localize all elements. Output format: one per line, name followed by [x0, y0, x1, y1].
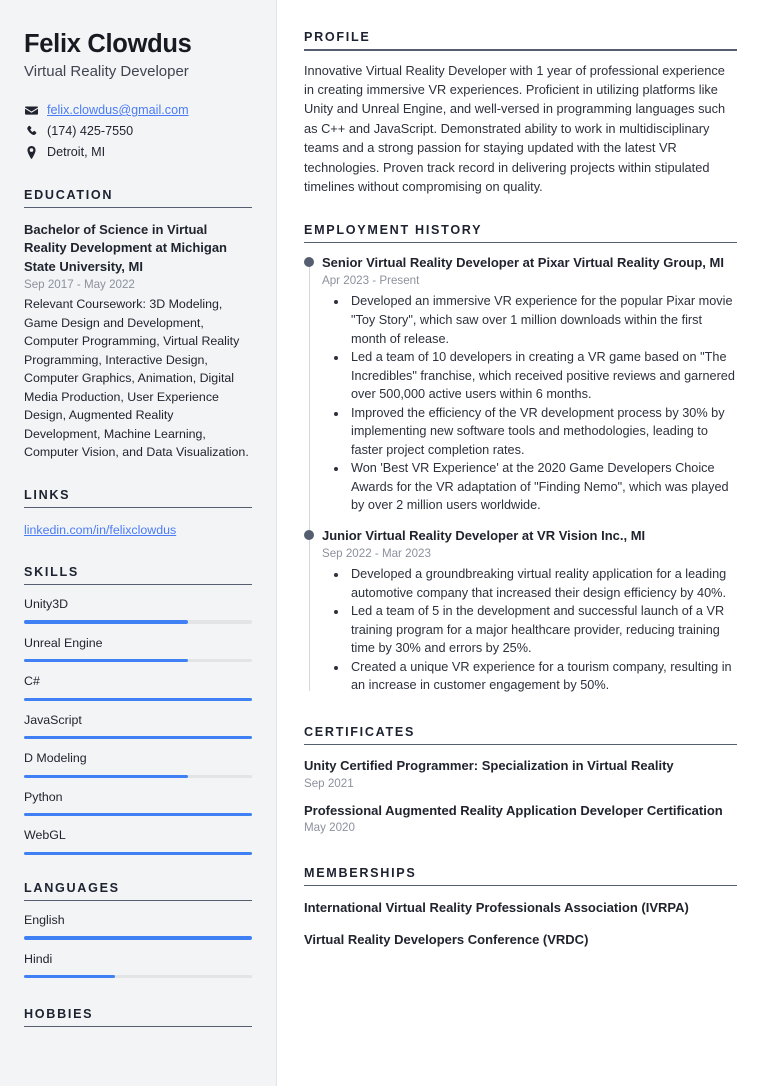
- employment-bullet: • Led a team of 10 developers in creating a VR game based on "The Incredibles" franchise, which received positive reviews and garnered over 500,000 active users within 6 months.: [348, 348, 737, 404]
- employment-item: [322, 527, 737, 695]
- section-links: [24, 488, 252, 539]
- language-item: [24, 951, 252, 979]
- employment-heading: EMPLOYMENT HISTORY: [304, 222, 483, 237]
- section-skills: [24, 565, 252, 855]
- language-bar-track: [24, 936, 252, 939]
- name-block: [24, 30, 252, 81]
- membership-item: International Virtual Reality Professionals Association (IVRPA): [304, 900, 689, 916]
- timeline-dot-icon: [304, 257, 314, 267]
- skill-label: Python: [24, 789, 63, 804]
- profile-rule: [304, 49, 737, 51]
- skill-item: [24, 712, 252, 740]
- email-link[interactable]: felix.clowdus@gmail.com: [47, 103, 189, 118]
- employment-date: Apr 2023 - Present: [322, 274, 420, 288]
- certificate-date: Sep 2021: [304, 776, 354, 790]
- skill-bar-fill: [24, 620, 188, 623]
- section-certificates: [304, 725, 737, 834]
- section-hobbies: [24, 1007, 252, 1027]
- hobbies-rule: [24, 1026, 252, 1027]
- education-degree: Bachelor of Science in Virtual Reality Development at Michigan State University, MI: [24, 221, 227, 274]
- employment-title: Senior Virtual Reality Developer at Pixar Virtual Reality Group, MI: [322, 255, 724, 271]
- skill-item: [24, 635, 252, 663]
- skill-bar-fill: [24, 659, 188, 662]
- section-education: [24, 188, 252, 462]
- contact-list: [24, 101, 252, 162]
- language-label: Hindi: [24, 951, 53, 966]
- education-date: Sep 2017 - May 2022: [24, 278, 135, 292]
- language-bar-fill: [24, 975, 115, 978]
- contact-location: [24, 143, 252, 161]
- employment-title: Junior Virtual Reality Developer at VR Vision Inc., MI: [322, 527, 646, 543]
- link-item[interactable]: [24, 521, 252, 539]
- skill-item: [24, 673, 252, 701]
- languages-rule: [24, 900, 252, 901]
- education-heading: EDUCATION: [24, 187, 114, 202]
- education-rule: [24, 207, 252, 208]
- skills-heading: SKILLS: [24, 564, 79, 579]
- memberships-heading: MEMBERSHIPS: [304, 865, 417, 880]
- skill-bar-track: [24, 698, 252, 701]
- skill-item: [24, 596, 252, 624]
- employment-date: Sep 2022 - Mar 2023: [322, 547, 431, 561]
- skill-bar-track: [24, 736, 252, 739]
- skill-bar-fill: [24, 736, 252, 739]
- skill-bar-track: [24, 813, 252, 816]
- timeline-dot-icon: [304, 530, 314, 540]
- employment-bullet: • Improved the efficiency of the VR development process by 30% by implementing new software tools and methodologies, leading to faster project completion rates.: [348, 404, 737, 460]
- section-profile: [304, 30, 737, 197]
- employment-bullets: [322, 292, 737, 514]
- links-rule: [24, 507, 252, 508]
- skill-bar-track: [24, 620, 252, 623]
- employment-bullet: • Developed an immersive VR experience for the popular Pixar movie "Toy Story", which saw over 1 million downloads within the first month of release.: [348, 292, 737, 348]
- skill-bar-fill: [24, 698, 252, 701]
- linkedin-link[interactable]: linkedin.com/in/felixclowdus: [24, 522, 177, 537]
- hobbies-heading: HOBBIES: [24, 1007, 94, 1022]
- contact-phone: [24, 122, 252, 140]
- skill-label: D Modeling: [24, 751, 87, 766]
- skill-label: JavaScript: [24, 712, 82, 727]
- skills-list: [24, 596, 252, 855]
- phone-text: (174) 425-7550: [47, 124, 134, 139]
- sidebar: [0, 0, 277, 1086]
- skill-label: C#: [24, 674, 40, 689]
- certificate-title: Professional Augmented Reality Application Developer Certification: [304, 802, 723, 818]
- map-pin-icon: [24, 146, 38, 159]
- skill-bar-track: [24, 852, 252, 855]
- candidate-name: Felix Clowdus: [24, 30, 192, 58]
- employment-rule: [304, 242, 737, 244]
- candidate-job-title: Virtual Reality Developer: [24, 62, 189, 80]
- profile-text: Innovative Virtual Reality Developer with 1 year of professional experience in creating immersive VR experiences. Proficient in utilizing platforms like Unity and Unreal Engine, and well-versed in programming languages such as C++ and JavaScript. Demonstrated ability to work in multidisciplinary teams and a strong passion for staying updated with the latest VR technologies. Proven track record in delivering projects within stipulated timelines without compromising on quality.: [304, 62, 726, 195]
- contact-email[interactable]: [24, 101, 252, 119]
- skill-item: [24, 827, 252, 855]
- certificates-rule: [304, 744, 737, 746]
- skill-bar-fill: [24, 813, 252, 816]
- envelope-icon: [24, 104, 38, 117]
- section-employment: [304, 223, 737, 695]
- skills-rule: [24, 584, 252, 585]
- skill-bar-track: [24, 659, 252, 662]
- skill-label: WebGL: [24, 828, 66, 843]
- certificates-list: [304, 757, 737, 833]
- memberships-rule: [304, 885, 737, 887]
- employment-bullet: • Created a unique VR experience for a tourism company, resulting in an increase in customer engagement by 50%.: [348, 658, 737, 695]
- links-heading: LINKS: [24, 487, 71, 502]
- memberships-list: [304, 899, 737, 948]
- language-item: [24, 912, 252, 940]
- skill-label: Unity3D: [24, 597, 69, 612]
- membership-item: Virtual Reality Developers Conference (VRDC): [304, 931, 589, 947]
- location-text: Detroit, MI: [47, 145, 106, 160]
- education-item: [24, 221, 252, 462]
- certificate-title: Unity Certified Programmer: Specialization in Virtual Reality: [304, 758, 674, 774]
- skill-label: Unreal Engine: [24, 635, 103, 650]
- languages-list: [24, 912, 252, 978]
- section-memberships: [304, 866, 737, 949]
- skill-item: [24, 789, 252, 817]
- certificates-heading: CERTIFICATES: [304, 724, 416, 739]
- skill-bar-track: [24, 775, 252, 778]
- skill-bar-fill: [24, 775, 188, 778]
- employment-bullets: [322, 565, 737, 695]
- employment-bullet: • Led a team of 5 in the development and successful launch of a VR training program for a major healthcare provider, reducing training time by 30% and errors by 25%.: [348, 602, 737, 658]
- certificate-item: [304, 802, 737, 834]
- skill-item: [24, 750, 252, 778]
- employment-bullet: • Won 'Best VR Experience' at the 2020 Game Developers Choice Awards for the VR adaptation of "Finding Nemo", which was played by over 2 million users worldwide.: [348, 459, 737, 515]
- education-description: Relevant Coursework: 3D Modeling, Game Design and Development, Computer Programming, Virtual Reality Programming, Interactive Design, Computer Graphics, Animation, Digital Media Production, User Experience Design, Augmented Reality Development, Machine Learning, Computer Vision, and Data Visualization.: [24, 297, 249, 460]
- certificate-date: May 2020: [304, 820, 355, 834]
- employment-item: [322, 254, 737, 515]
- language-bar-fill: [24, 936, 252, 939]
- section-languages: [24, 881, 252, 978]
- phone-icon: [24, 125, 38, 138]
- main-column: [277, 0, 768, 1086]
- skill-bar-fill: [24, 852, 252, 855]
- employment-timeline: [304, 254, 737, 695]
- profile-heading: PROFILE: [304, 30, 371, 44]
- employment-bullet: • Developed a groundbreaking virtual reality application for a leading automotive company that increased their design efficiency by 40%.: [348, 565, 737, 602]
- languages-heading: LANGUAGES: [24, 880, 120, 895]
- language-bar-track: [24, 975, 252, 978]
- language-label: English: [24, 913, 65, 928]
- certificate-item: [304, 757, 737, 789]
